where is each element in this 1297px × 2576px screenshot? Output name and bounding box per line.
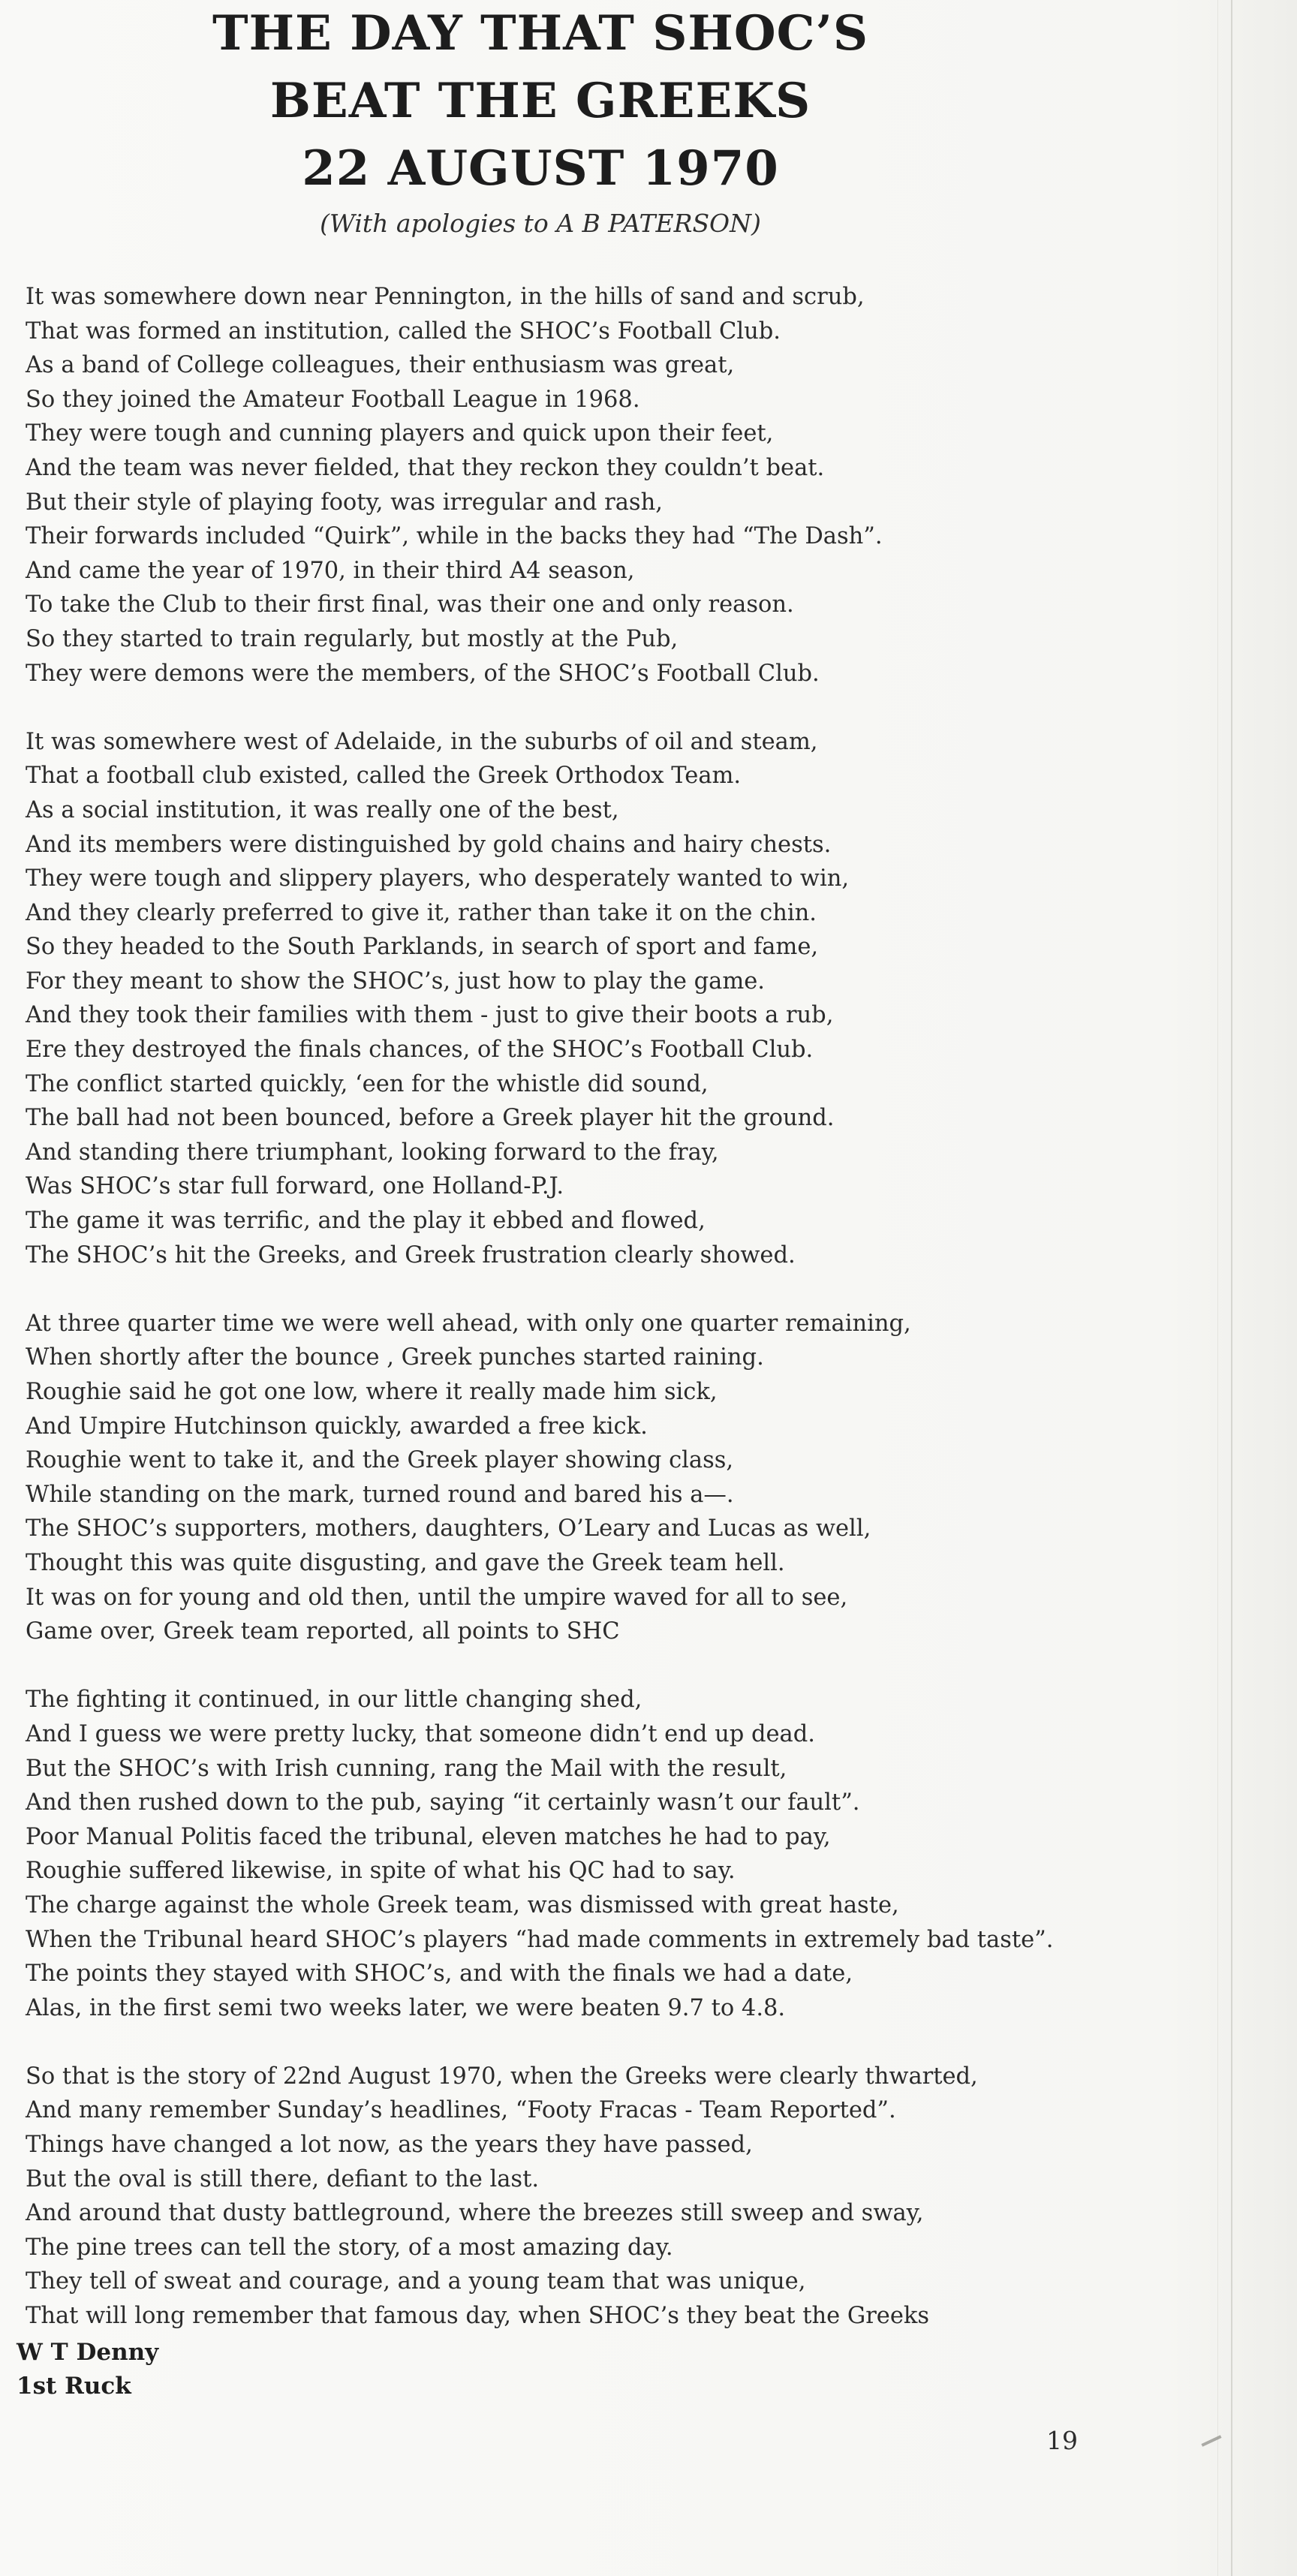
poem-line: It was somewhere down near Pennington, in the hills of sand and scrub, xyxy=(26,284,865,310)
scan-mark xyxy=(1201,2435,1221,2446)
stanza-2 xyxy=(26,725,1196,1273)
poem-line: Roughie said he got one low, where it really made him sick, xyxy=(26,1379,718,1405)
poem-line: And Umpire Hutchinson quickly, awarded a free kick. xyxy=(26,1413,648,1440)
poem-line: The SHOC’s supporters, mothers, daughters, O’Leary and Lucas as well, xyxy=(26,1515,871,1542)
poem-line: Game over, Greek team reported, all points to SHC xyxy=(26,1618,620,1645)
poem-line: The ball had not been bounced, before a Greek player hit the ground. xyxy=(26,1105,835,1132)
title-line-1: THE DAY THAT SHOC’S xyxy=(212,5,869,62)
poem-line: The SHOC’s hit the Greeks, and Greek frustration clearly showed. xyxy=(26,1241,796,1268)
poem-line: The game it was terrific, and the play it ebbed and flowed, xyxy=(26,1208,706,1235)
poem-line: As a band of College colleagues, their enthusiasm was great, xyxy=(26,352,735,379)
poem-line: The points they stayed with SHOC’s, and with the finals we had a date, xyxy=(26,1961,853,1988)
poem-line: They were demons were the members, of the SHOC’s Football Club. xyxy=(26,660,820,687)
poem-line: That was formed an institution, called the SHOC’s Football Club. xyxy=(26,317,781,345)
poem-line: That will long remember that famous day, when SHOC’s they beat the Greeks xyxy=(26,2303,930,2330)
author-position: 1st Ruck xyxy=(17,2373,131,2400)
poem-line: As a social institution, it was really one of the best, xyxy=(26,796,619,823)
poem-line: So that is the story of 22nd August 1970, when the Greeks were clearly thwarted, xyxy=(26,2063,978,2090)
poem-line: When the Tribunal heard SHOC’s players “had made comments in extremely bad taste”. xyxy=(26,1926,1054,1953)
poem-line: And came the year of 1970, in their third A4 season, xyxy=(26,557,635,584)
title-line-2: BEAT THE GREEKS xyxy=(269,73,811,129)
poem-line: Alas, in the first semi two weeks later, we were beaten 9.7 to 4.8. xyxy=(26,1994,786,2021)
poem-line: And standing there triumphant, looking forward to the fray, xyxy=(26,1139,719,1166)
poem-line: The charge against the whole Greek team, was dismissed with great haste, xyxy=(26,1891,899,1918)
poem-line: So they headed to the South Parklands, in search of sport and fame, xyxy=(26,934,819,961)
poem-line: So they started to train regularly, but mostly at the Pub, xyxy=(26,625,679,652)
poem-line: And many remember Sunday’s headlines, “Footy Fracas - Team Reported”. xyxy=(26,2097,896,2124)
poem-line: Poor Manual Politis faced the tribunal, eleven matches he had to pay, xyxy=(26,1823,831,1850)
page-edge xyxy=(1231,0,1232,2576)
poem-line: But the SHOC’s with Irish cunning, rang the Mail with the result, xyxy=(26,1755,787,1782)
poem-line: Was SHOC’s star full forward, one Holland-P.J. xyxy=(26,1173,564,1200)
stanza-1 xyxy=(26,280,1196,691)
poem-line: And around that dusty battleground, where the breezes still sweep and sway, xyxy=(26,2200,924,2227)
poem-line: At three quarter time we were well ahead, with only one quarter remaining, xyxy=(26,1310,911,1337)
poem-line: And I guess we were pretty lucky, that someone didn’t end up dead. xyxy=(26,1720,815,1747)
poem-line: And its members were distinguished by gold chains and hairy chests. xyxy=(26,831,832,858)
poem-line: Roughie suffered likewise, in spite of what his QC had to say. xyxy=(26,1858,736,1885)
poem-line: The conflict started quickly, ‘een for the whistle did sound, xyxy=(26,1070,709,1097)
poem-line: That a football club existed, called the Greek Orthodox Team. xyxy=(26,763,742,790)
author-name: W T Denny xyxy=(17,2339,159,2366)
poem-line: But their style of playing footy, was irregular and rash, xyxy=(26,489,663,516)
poem-line: Their forwards included “Quirk”, while in the backs they had “The Dash”. xyxy=(26,523,883,550)
poem-line: They tell of sweat and courage, and a young team that was unique, xyxy=(26,2268,806,2295)
poem-line: Roughie went to take it, and the Greek player showing class, xyxy=(26,1447,734,1474)
poem-body xyxy=(26,280,1196,2334)
poem-line: It was somewhere west of Adelaide, in the suburbs of oil and steam, xyxy=(26,728,818,755)
author-signature xyxy=(17,2336,158,2403)
poem-title xyxy=(0,0,1081,203)
poem-line: Thought this was quite disgusting, and gave the Greek team hell. xyxy=(26,1549,785,1576)
page-edge-shadow xyxy=(1217,0,1218,2576)
poem-line: And they clearly preferred to give it, rather than take it on the chin. xyxy=(26,899,817,926)
poem-line: To take the Club to their first final, was their one and only reason. xyxy=(26,591,794,618)
poem-line: And then rushed down to the pub, saying “it certainly wasn’t our fault”. xyxy=(26,1789,860,1816)
poem-line: While standing on the mark, turned round and bared his a—. xyxy=(26,1481,734,1508)
title-line-3: 22 AUGUST 1970 xyxy=(302,140,779,197)
poem-line: They were tough and slippery players, who desperately wanted to win, xyxy=(26,865,850,892)
poem-line: The pine trees can tell the story, of a most amazing day. xyxy=(26,2234,673,2261)
poem-line: It was on for young and old then, until the umpire waved for all to see, xyxy=(26,1584,848,1611)
poem-line: And they took their families with them - just to give their boots a rub, xyxy=(26,1002,834,1029)
poem-line: But the oval is still there, defiant to the last. xyxy=(26,2165,540,2192)
poem-line: Things have changed a lot now, as the years they have passed, xyxy=(26,2132,753,2159)
stanza-4 xyxy=(26,1683,1196,2025)
stanza-3 xyxy=(26,1307,1196,1649)
stanza-5 xyxy=(26,2060,1196,2334)
poem-line: The fighting it continued, in our little changing shed, xyxy=(26,1687,642,1714)
poem-line: They were tough and cunning players and quick upon their feet, xyxy=(26,420,774,447)
poem-line: For they meant to show the SHOC’s, just how to play the game. xyxy=(26,968,765,995)
poem-line: And the team was never fielded, that they reckon they couldn’t beat. xyxy=(26,454,825,481)
page-number: 19 xyxy=(1046,2426,1078,2455)
poem-line: Ere they destroyed the finals chances, of the SHOC’s Football Club. xyxy=(26,1037,814,1064)
poem-subtitle: (With apologies to A B PATERSON) xyxy=(320,209,761,238)
poem-line: When shortly after the bounce , Greek punches started raining. xyxy=(26,1344,764,1371)
poem-line: So they joined the Amateur Football League in 1968. xyxy=(26,386,640,413)
